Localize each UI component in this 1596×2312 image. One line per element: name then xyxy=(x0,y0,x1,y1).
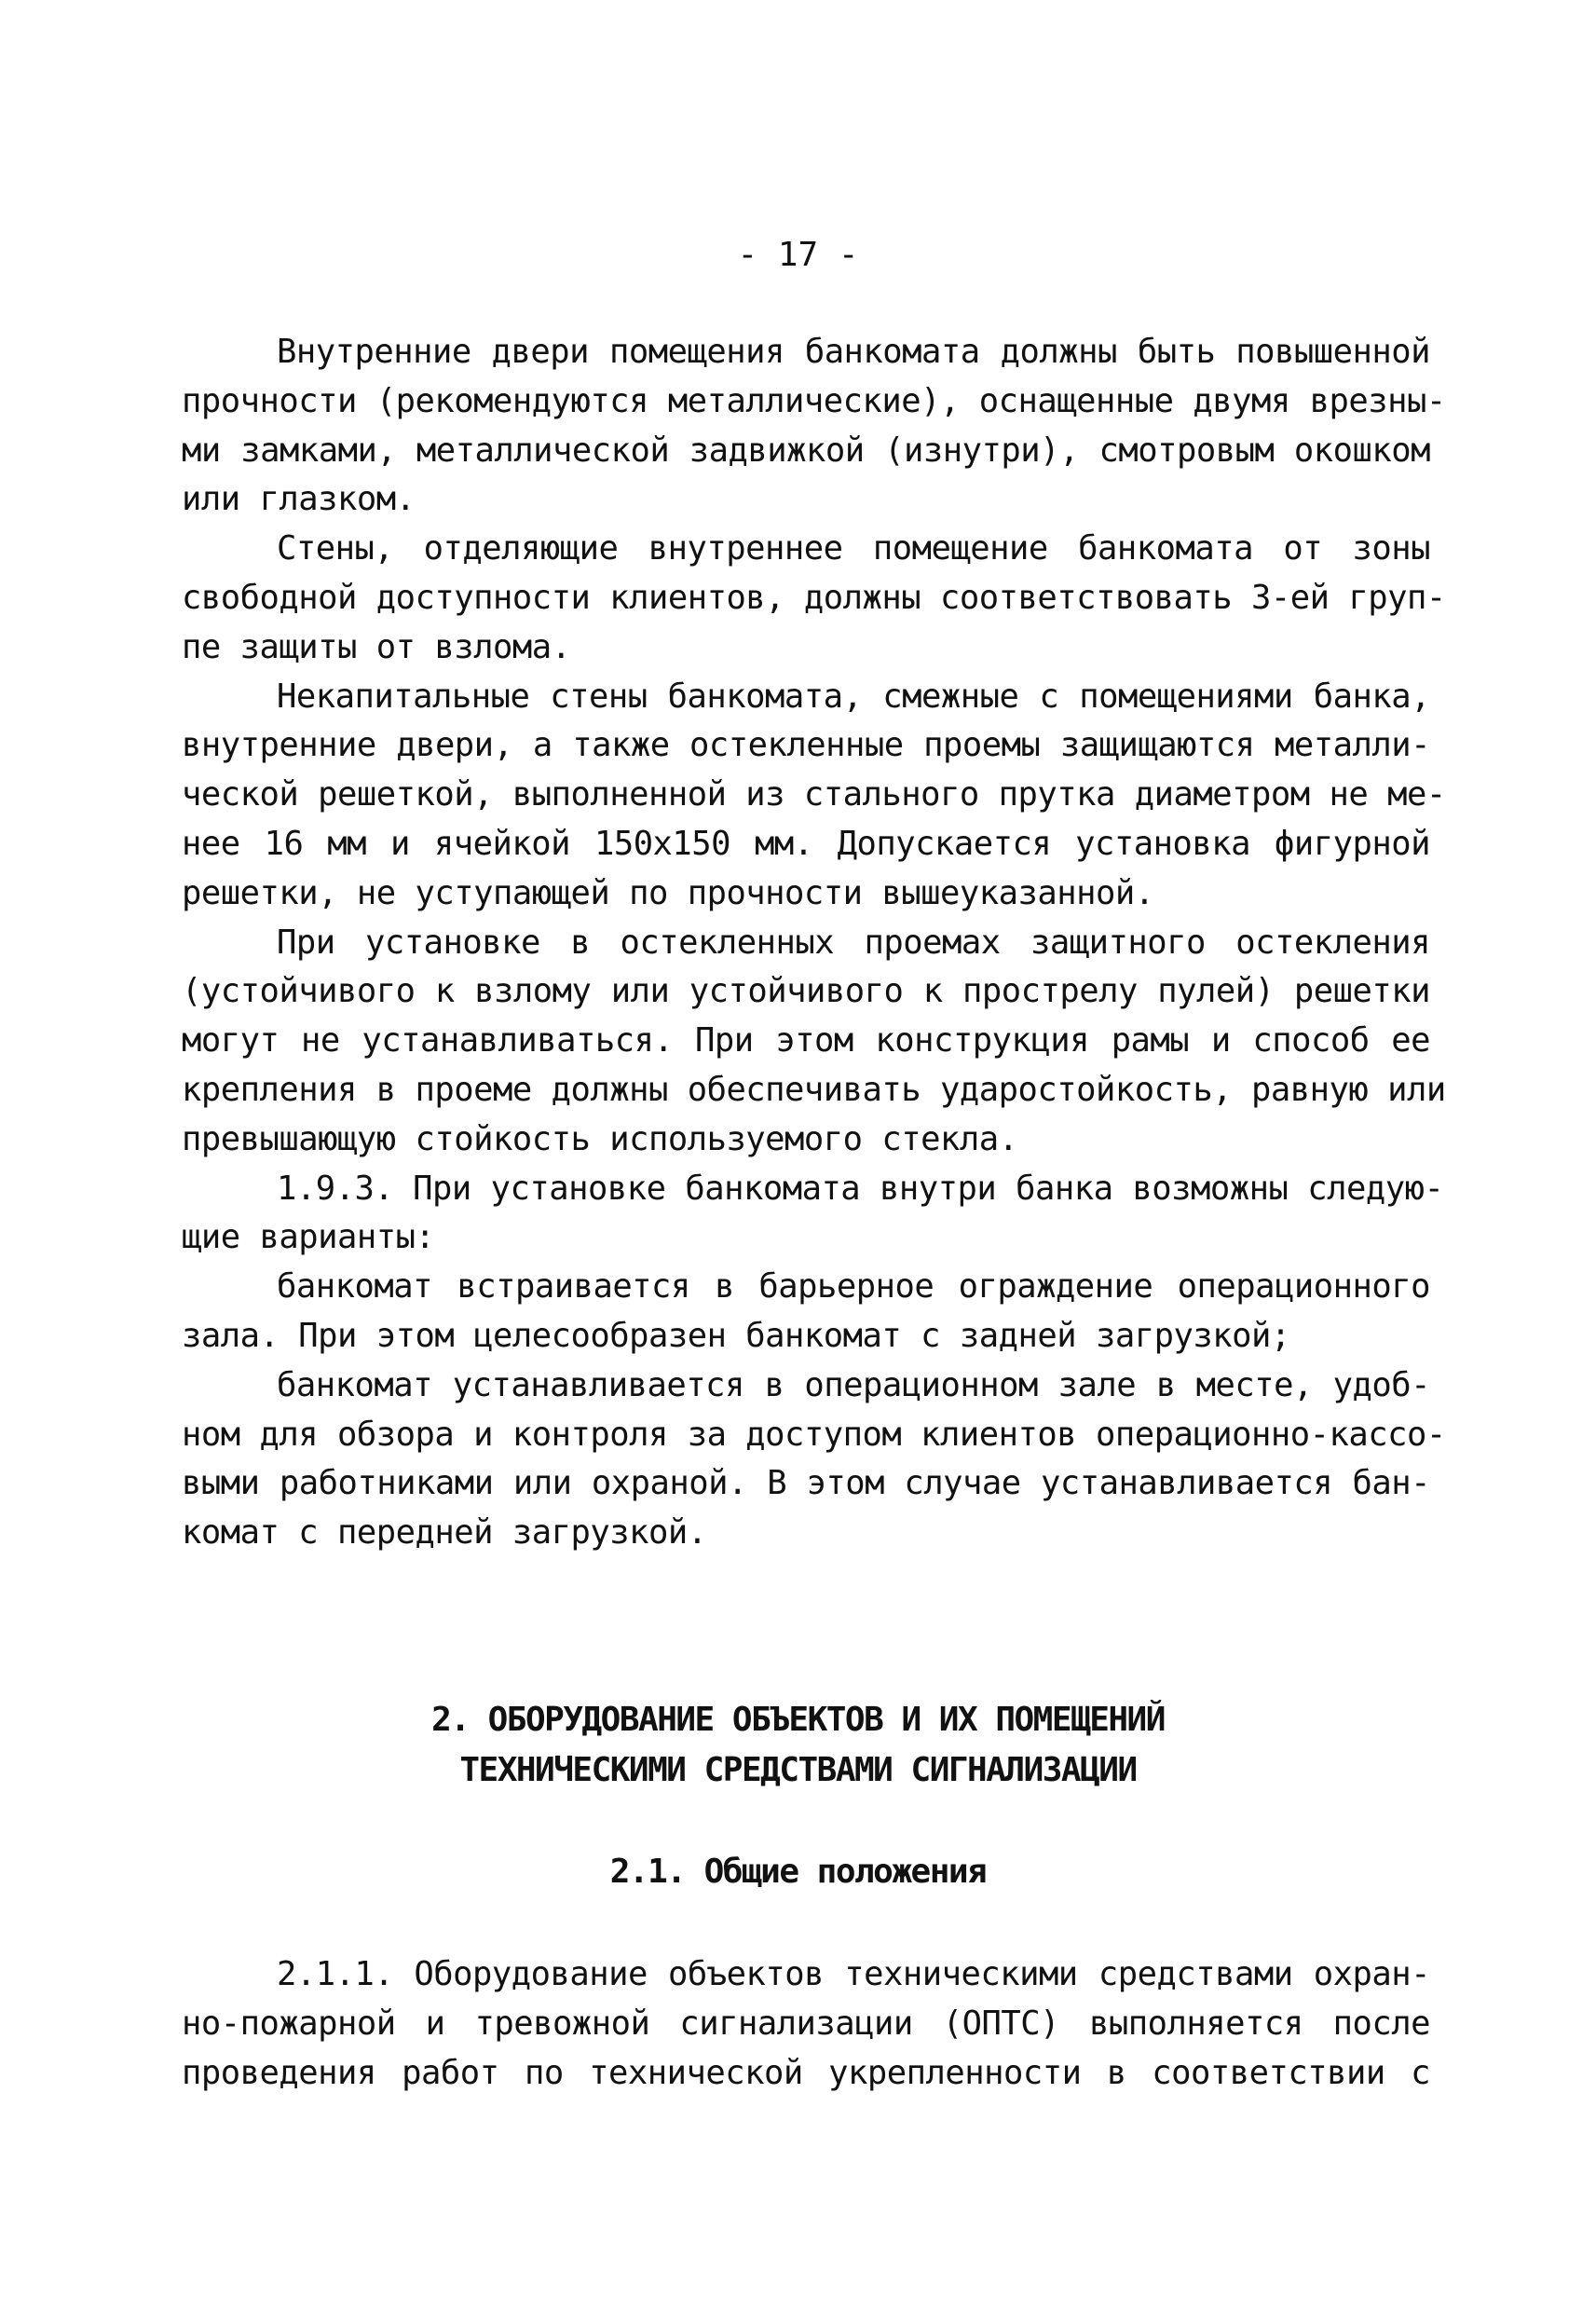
paragraph-line: крепления в проеме должны обеспечивать ударостойкость, равную или xyxy=(182,1070,1446,1109)
paragraph-line: но-пожарной и тревожной сигнализации (ОПТС) выполняется после xyxy=(182,2004,1430,2043)
paragraph-line: или глазком. xyxy=(182,480,416,519)
paragraph-line: 1.9.3. При установке банкомата внутри банка возможны следую- xyxy=(277,1169,1444,1208)
section-title-line-1: 2. ОБОРУДОВАНИЕ ОБЪЕКТОВ И ИХ ПОМЕЩЕНИЙ xyxy=(431,1701,1165,1739)
paragraph-line: пе защиты от взлома. xyxy=(182,627,571,666)
paragraph-line: зала. При этом целесообразен банкомат с задней загрузкой; xyxy=(182,1316,1290,1355)
paragraph-line: щие варианты: xyxy=(182,1218,435,1257)
paragraph-line: выми работниками или охраной. В этом случае устанавливается бан- xyxy=(182,1464,1430,1503)
paragraph-line: При установке в остекленных проемах защитного остекления xyxy=(277,923,1430,962)
paragraph-line: ном для обзора и контроля за доступом клиентов операционно-кассо- xyxy=(182,1415,1446,1454)
paragraph-line: ми замками, металлической задвижкой (изнутри), смотровым окошком xyxy=(182,431,1430,470)
paragraph-line: свободной доступности клиентов, должны соответствовать 3-ей груп- xyxy=(182,578,1446,617)
paragraph-line: банкомат встраивается в барьерное ограждение операционного xyxy=(277,1267,1430,1306)
paragraph-line: ческой решеткой, выполненной из стального прутка диаметром не ме- xyxy=(182,775,1446,814)
paragraph-line: Некапитальные стены банкомата, смежные с помещениями банка, xyxy=(277,677,1430,716)
paragraph-line: превышающую стойкость используемого стекла. xyxy=(182,1119,1018,1158)
paragraph-line: прочности (рекомендуются металлические), оснащенные двумя врезны- xyxy=(182,381,1446,420)
text-block-upper xyxy=(182,328,1446,1558)
paragraph-line: Стены, отделяющие внутреннее помещение банкомата от зоны xyxy=(277,529,1430,568)
paragraph-line: 2.1.1. Оборудование объектов техническими средствами охран- xyxy=(277,1955,1430,1993)
paragraph-line: решетки, не уступающей по прочности вышеуказанной. xyxy=(182,873,1154,912)
paragraph-line: могут не устанавливаться. При этом конструкция рамы и способ ее xyxy=(182,1021,1430,1060)
page-number: - 17 - xyxy=(737,236,859,274)
subsection-title: 2.1. Общие положения xyxy=(609,1853,987,1891)
paragraph-line: комат с передней загрузкой. xyxy=(182,1513,707,1553)
section-title-line-2: ТЕХНИЧЕСКИМИ СРЕДСТВАМИ СИГНАЛИЗАЦИИ xyxy=(459,1751,1137,1789)
paragraph-line: Внутренние двери помещения банкомата должны быть повышенной xyxy=(277,333,1430,371)
paragraph-line: нее 16 мм и ячейкой 150х150 мм. Допускается установка фигурной xyxy=(182,824,1430,863)
paragraph-line: проведения работ по технической укрепленности в соответствии с xyxy=(182,2053,1430,2092)
paragraph-line: банкомат устанавливается в операционном зале в месте, удоб- xyxy=(277,1365,1430,1404)
text-block-lower xyxy=(182,1950,1430,2098)
paragraph-line: внутренние двери, а также остекленные проемы защищаются металли- xyxy=(182,726,1430,765)
paragraph-line: (устойчивого к взлому или устойчивого к прострелу пулей) решетки xyxy=(182,972,1430,1011)
